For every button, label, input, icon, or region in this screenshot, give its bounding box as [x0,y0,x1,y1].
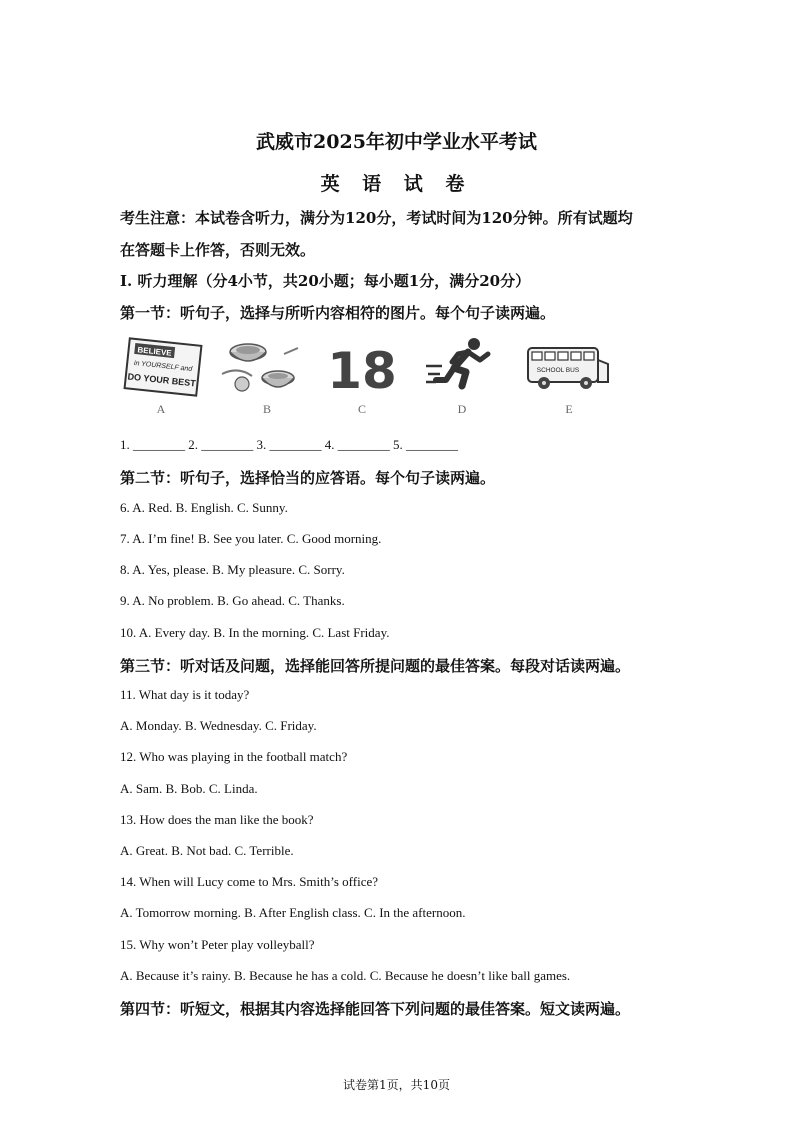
picture-a-label: A [156,402,166,416]
picture-a-text-3: DO YOUR BEST [127,371,197,389]
question-12: 12. Who was playing in the football match? [120,749,348,764]
section3-heading: 第三节：听对话及问题，选择能回答所提问题的最佳答案。每段对话读两遍。 [120,657,631,675]
section2-heading: 第二节：听句子，选择恰当的应答语。每个句子读两遍。 [120,469,496,487]
question-15: 15. Why won’t Peter play volleyball? [120,937,315,952]
picture-d-label: D [457,402,467,416]
question-10: 10. A. Every day. B. In the morning. C. Last Friday. [120,625,390,640]
question-13-options: A. Great. B. Not bad. C. Terrible. [120,843,294,858]
picture-d-runner [424,336,496,402]
question-13: 13. How does the man like the book? [120,812,314,827]
question-11: 11. What day is it today? [120,687,250,702]
picture-b-food [218,336,302,402]
question-15-options: A. Because it’s rainy. B. Because he has a cold. C. Because he doesn’t like ball games. [120,968,571,983]
picture-c-number-text: 18 [327,342,397,398]
question-14-options: A. Tomorrow morning. B. After English class. C. In the afternoon. [120,905,466,920]
question-8: 8. A. Yes, please. B. My pleasure. C. Sorry. [120,562,345,577]
picture-a-text-1: BELIEVE [137,345,173,358]
part1-heading: I. 听力理解（分4小节，共20小题；每小题1分，满分20分） [120,272,531,290]
question-11-options: A. Monday. B. Wednesday. C. Friday. [120,718,317,733]
picture-c-number [327,336,397,402]
picture-e-label: E [565,402,573,416]
exam-subtitle: 英 语 试 卷 [320,173,473,195]
section4-heading: 第四节：听短文，根据其内容选择能回答下列问题的最佳答案。短文读两遍。 [120,1000,631,1018]
notice-line-2: 在答题卡上作答，否则无效。 [120,241,316,259]
picture-e-bus [524,336,612,402]
question-12-options: A. Sam. B. Bob. C. Linda. [120,781,258,796]
picture-e-text: SCHOOL BUS [536,367,580,374]
page-footer: 试卷第1页，共10页 [343,1078,450,1092]
question-14: 14. When will Lucy come to Mrs. Smith’s office? [120,874,379,889]
question-6: 6. A. Red. B. English. C. Sunny. [120,500,288,515]
picture-a-text-2: in YOURSELF and [133,359,193,374]
exam-title: 武威市2025年初中学业水平考试 [256,131,537,153]
section1-heading: 第一节：听句子，选择与所听内容相符的图片。每个句子读两遍。 [120,304,556,322]
picture-b-label: B [262,402,271,416]
notice-line-1: 考生注意：本试卷含听力，满分为120分，考试时间为120分钟。所有试题均 [120,209,633,227]
picture-c-label: C [357,402,366,416]
question-9: 9. A. No problem. B. Go ahead. C. Thanks. [120,593,345,608]
picture-a-sign [121,336,205,402]
question-7: 7. A. I’m fine! B. See you later. C. Good morning. [120,531,382,546]
answer-blanks: 1. ________ 2. ________ 3. ________ 4. ________ 5. ________ [120,437,458,452]
